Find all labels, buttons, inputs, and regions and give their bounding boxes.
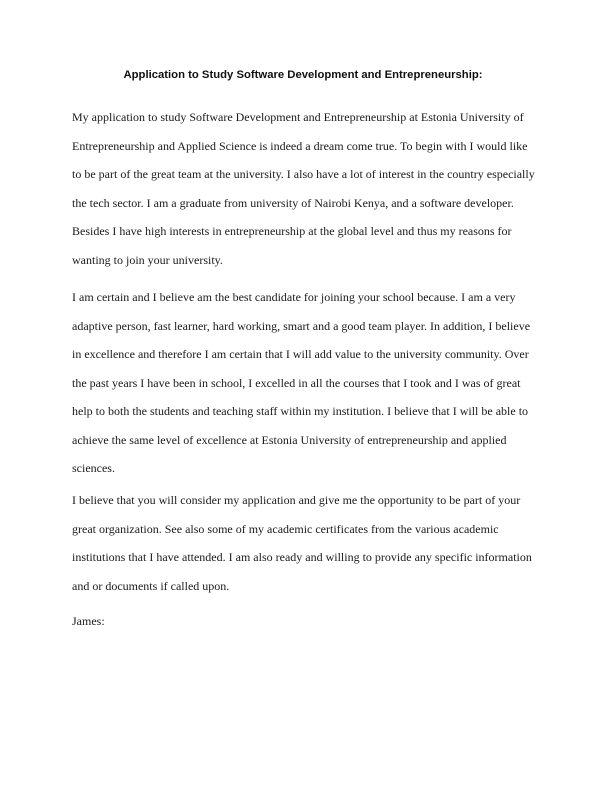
paragraph-line: Entrepreneurship and Applied Science is indeed a dream come true. To begin with I would like: [72, 138, 528, 153]
paragraph-line: sciences.: [72, 461, 115, 475]
signature: [72, 607, 542, 636]
paragraph-line: great organization. See also some of my academic certificates from the various academic: [72, 521, 499, 536]
paragraph-closing: [72, 486, 542, 600]
signature-name: James:: [72, 614, 105, 628]
paragraph-line: the tech sector. I am a graduate from university of Nairobi Kenya, and a software developer.: [72, 195, 514, 210]
paragraph-line: the past years I have been in school, I excelled in all the courses that I took and I was of great: [72, 375, 521, 390]
paragraph-line: I am certain and I believe am the best candidate for joining your school because. I am a very: [72, 290, 516, 304]
paragraph-line: My application to study Software Development and Entrepreneurship at Estonia University of: [72, 110, 524, 124]
paragraph-line: in excellence and therefore I am certain that I will add value to the university community. Over: [72, 347, 529, 361]
paragraph-line: and or documents if called upon.: [72, 578, 230, 593]
paragraph-line: I believe that you will consider my application and give me the opportunity to be part of your: [72, 493, 521, 507]
paragraph-line: institutions that I have attended. I am also ready and willing to provide any specific information: [72, 550, 532, 564]
paragraph-introduction: [72, 103, 542, 274]
paragraph-line: achieve the same level of excellence at Estonia University of entrepreneurship and applied: [72, 432, 507, 447]
paragraph-line: to be part of the great team at the university. I also have a lot of interest in the country especially: [72, 167, 535, 181]
paragraph-qualifications: [72, 283, 542, 483]
paragraph-line: help to both the students and teaching staff within my institution. I believe that I will be able to: [72, 404, 529, 418]
paragraph-line: wanting to join your university.: [72, 252, 223, 267]
paragraph-line: adaptive person, fast learner, hard working, smart and a good team player. In addition, I believe: [72, 318, 531, 333]
paragraph-line: Besides I have high interests in entrepreneurship at the global level and thus my reasons for: [72, 224, 512, 238]
document-title: Application to Study Software Development and Entrepreneurship:: [123, 69, 483, 81]
